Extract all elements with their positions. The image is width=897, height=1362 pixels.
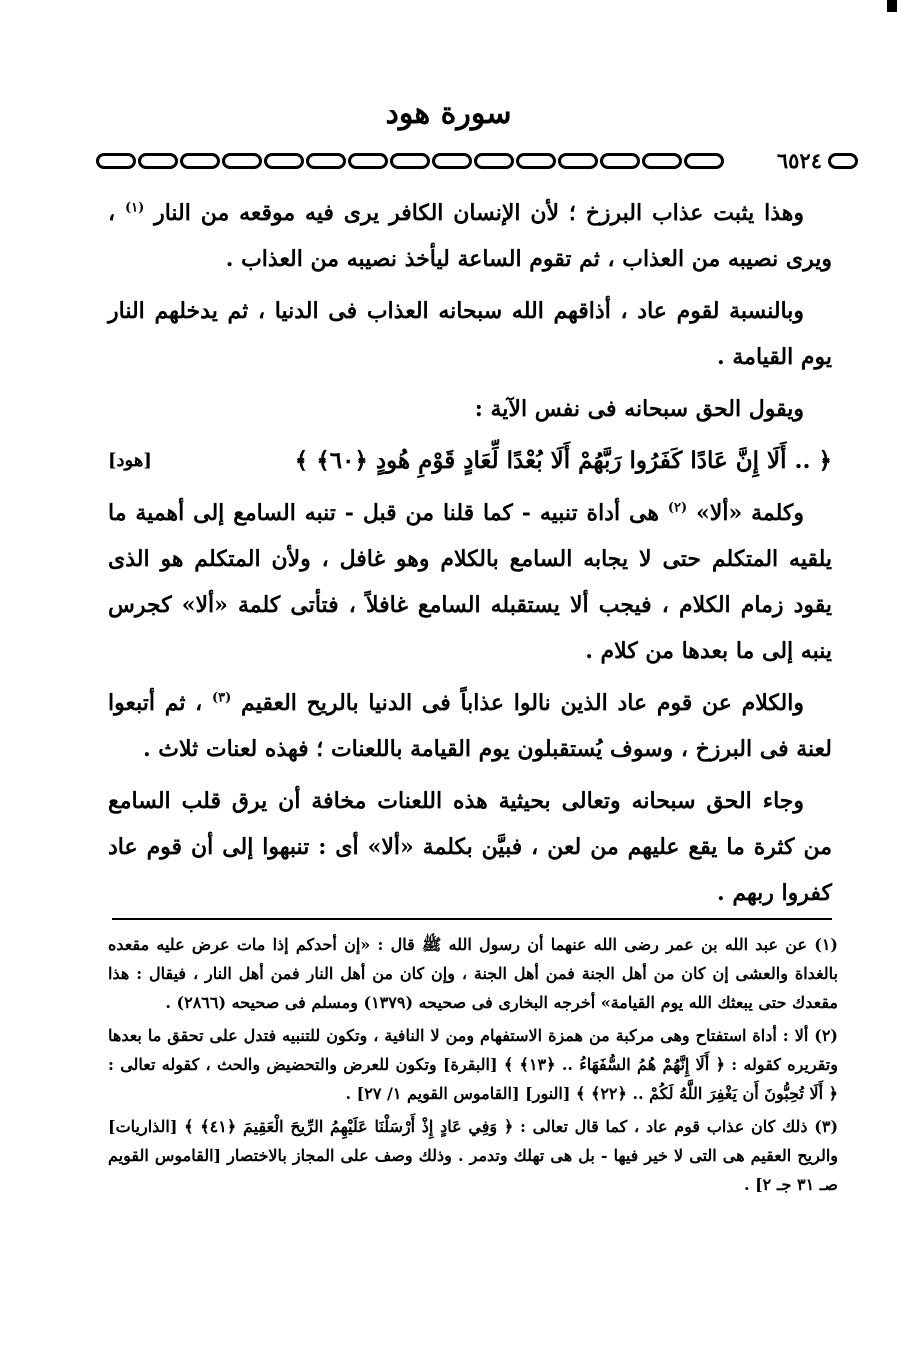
footnote-divider <box>112 918 832 920</box>
main-text <box>108 190 832 922</box>
paragraph-text: ، ثم أتبعوا لعنة فى البرزخ ، وسوف يُستقبلون يوم القيامة باللعنات ؛ فهذه لعنات ثلاث . <box>108 690 832 762</box>
footnote-marker-1: (١) <box>124 200 145 216</box>
page-number: ٦٥٢٤ <box>776 148 822 173</box>
chain-link <box>348 153 388 169</box>
chain-link <box>684 153 724 169</box>
chain-link <box>138 153 178 169</box>
chain-link-end <box>828 153 858 169</box>
paragraph-ala <box>108 490 832 674</box>
verse-text: ﴿ .. أَلَا إِنَّ عَادًا كَفَرُوا رَبَّهُمْ أَلَا بُعْدًا لِّعَادٍ قَوْمِ هُودٍ ﴿٦٠﴾ ﴾ <box>294 447 832 474</box>
paragraph-text: والكلام عن قوم عاد الذين نالوا عذاباً فى الدنيا بالريح العقيم <box>241 690 804 716</box>
paragraph-aad-punishment: وبالنسبة لقوم عاد ، أذاقهم الله سبحانه العذاب فى الدنيا ، ثم يدخلهم النار يوم القيامة . <box>108 298 832 370</box>
chain-link <box>432 153 472 169</box>
paragraph-aad-curses <box>108 680 832 772</box>
chain-link <box>96 153 136 169</box>
paragraph-text: ، ويرى نصيبه من العذاب ، ثم تقوم الساعة ليأخذ نصيبه من العذاب . <box>108 200 832 272</box>
footnote-2: (٢) ألا : أداة استفتاح وهى مركبة من همزة الاستفهام ومن لا النافية ، وتكون للتنبيه فتدل على تحقق ما بعدها وتقريره كقوله : ﴿ أَلَا إِنَّهُمْ هُمُ السُّفَهَاءُ .. ﴿١٣﴾ ﴾ [البقرة] وتكون للعرض والتحضيض والحث ، كقوله تعالى : ﴿ أَلَا تُحِبُّونَ أَن يَغْفِرَ اللَّهُ لَكُمْ .. ﴿٢٢﴾ ﴾ [النور] [القاموس القويم ١/ ٢٧] . <box>108 1026 838 1103</box>
chain-link <box>600 153 640 169</box>
paragraph-text: هى أداة تنبيه - كما قلنا من قبل - تنبه السامع إلى أهمية ما يلقيه المتكلم حتى لا يجابه السامع بالكلام وهو غافل ، ولأن المتكلم هو الذى يقود زمام الكلام ، فيجب ألا يستقبله السامع غافلاً ، فتأتى كلمة «ألا» كجرس ينبه إلى ما بعدها من كلام . <box>108 500 832 664</box>
chain-ornament <box>96 150 736 172</box>
paragraph-text: وكلمة «ألا» <box>696 500 804 526</box>
footnote-marker-2: (٢) <box>667 500 688 516</box>
chain-link <box>180 153 220 169</box>
chain-link <box>264 153 304 169</box>
footnote-1: (١) عن عبد الله بن عمر رضى الله عنهما أن رسول الله ﷺ قال : «إن أحدكم إذا مات عرض عليه مقعده بالغداة والعشى إن كان من أهل الجنة فمن أهل الجنة ، وإن كان من أهل النار فمن أهل النار ، فيقال : هذا مقعدك حتى يبعثك الله يوم القيامة» أخرجه البخارى فى صحيحه (١٣٧٩) ومسلم فى صحيحه (٢٨٦٦) . <box>108 935 838 1012</box>
quran-verse <box>108 438 832 484</box>
chain-link <box>642 153 682 169</box>
chain-link <box>390 153 430 169</box>
footnotes <box>108 930 838 1203</box>
paragraph-conclusion: وجاء الحق سبحانه وتعالى بحيثية هذه اللعنات مخافة أن يرق قلب السامع من كثرة ما يقع عليهم من لعن ، فبيَّن بكلمة «ألا» أى : تنبهوا إلى أن قوم عاد كفروا ربهم . <box>108 788 833 906</box>
chain-link <box>306 153 346 169</box>
corner-mark <box>887 0 897 12</box>
chain-link <box>558 153 598 169</box>
paragraph-text: وهذا يثبت عذاب البرزخ ؛ لأن الإنسان الكافر يرى فيه موقعه من النار <box>154 200 804 226</box>
surah-title: سورة هود <box>385 96 512 131</box>
header-ornament-row <box>96 146 858 176</box>
chain-link <box>222 153 262 169</box>
paragraph-barzakh <box>108 190 832 282</box>
verse-reference: [هود] <box>108 450 152 471</box>
paragraph-verse-intro: ويقول الحق سبحانه فى نفس الآية : <box>474 396 804 422</box>
footnote-3: (٣) ذلك كان عذاب قوم عاد ، كما قال تعالى : ﴿ وَفِي عَادٍ إِذْ أَرْسَلْنَا عَلَيْهِمُ الرِّيحَ الْعَقِيمَ ﴿٤١﴾ ﴾ [الذاريات] والريح العقيم هى التى لا خير فيها - بل هى تهلك وتدمر . وذلك وصف على المجاز بالاختصار [القاموس القويم صـ ٣١ جـ ٢] . <box>108 1117 839 1194</box>
chain-link <box>474 153 514 169</box>
chain-link <box>516 153 556 169</box>
footnote-marker-3: (٣) <box>212 690 232 706</box>
